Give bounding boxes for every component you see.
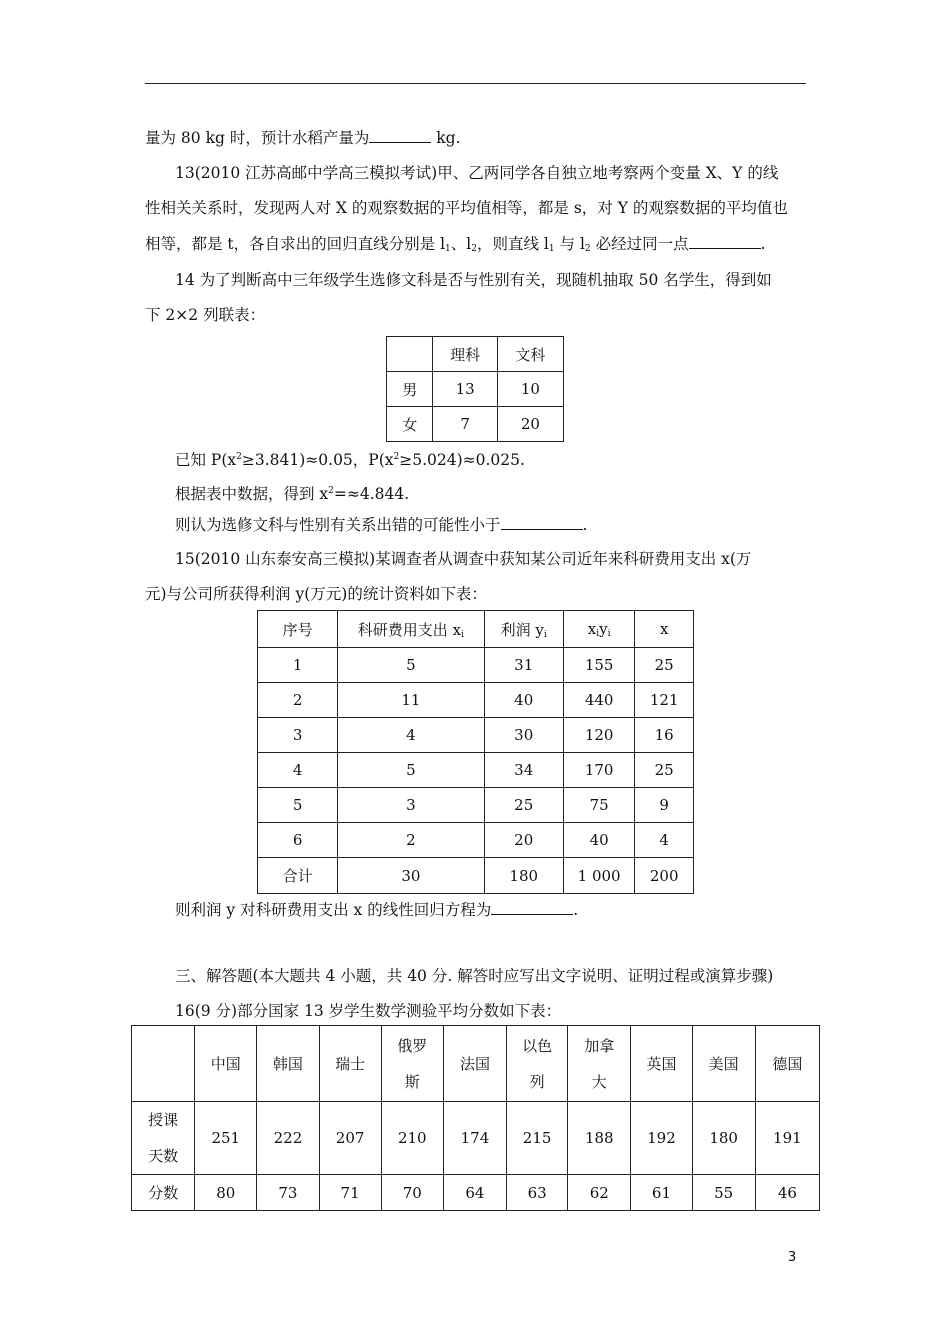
- table-row: 4 5 34 170 25: [258, 753, 694, 788]
- table-row: 1 5 31 155 25: [258, 648, 694, 683]
- table-cell: 女: [387, 407, 433, 442]
- q14-computed: 根据表中数据，得到 $x^2=\approx 4.844$.: [175, 485, 410, 503]
- table-row: [132, 1026, 820, 1102]
- table-row: 合计 30 180 1 000 200: [258, 858, 694, 894]
- table-header: x: [635, 611, 694, 648]
- q14-known: 已知 $P(x^2\ge 3.841)\approx 0.05$，$P(x^2\ge 5.024)\approx 0.025$.: [175, 451, 525, 469]
- table-header: 科研费用支出 $x_i$: [338, 611, 484, 648]
- answer-blank: [501, 515, 583, 530]
- regression-table: [257, 610, 694, 894]
- table-header: 法国: [443, 1026, 506, 1102]
- table-header: 韩国: [257, 1026, 319, 1102]
- q13-line2: 性相关关系时，发现两人对 X 的观察数据的平均值相等，都是 s，对 Y 的观察数据的平均值也: [145, 199, 788, 217]
- table-header: 理科: [433, 337, 497, 372]
- q15-line1: 15(2010 山东泰安高三模拟)某调查者从调查中获知某公司近年来科研费用支出 x(万: [175, 550, 752, 568]
- table-row: 2 11 40 440 121: [258, 683, 694, 718]
- table-header: 德国: [755, 1026, 819, 1102]
- q16-intro: 16(9 分)部分国家 13 岁学生数学测验平均分数如下表：: [175, 1002, 562, 1020]
- q12-tail: [145, 128, 461, 148]
- q15-line2: 元)与公司所获得利润 y(万元)的统计资料如下表：: [145, 585, 487, 603]
- table-row: 3 4 30 120 16: [258, 718, 694, 753]
- row-label: 分数: [132, 1175, 195, 1211]
- table-cell: 7: [433, 407, 497, 442]
- table-row: 6 2 20 40 4: [258, 823, 694, 858]
- page-number: 3: [788, 1250, 797, 1265]
- table-header: 以色 列: [507, 1026, 568, 1102]
- answer-blank: [689, 234, 761, 249]
- table-header: 瑞士: [319, 1026, 381, 1102]
- table-corner: [132, 1026, 195, 1102]
- q14-line2: 下 2×2 列联表：: [145, 306, 266, 324]
- table-header: 利润 $y_i$: [484, 611, 563, 648]
- table-header: 文科: [497, 337, 563, 372]
- table-header: 美国: [692, 1026, 755, 1102]
- q13-line1: 13(2010 江苏高邮中学高三模拟考试)甲、乙两同学各自独立地考察两个变量 X、Y 的线: [175, 164, 779, 182]
- section-heading: 三、解答题(本大题共 4 小题，共 40 分. 解答时应写出文字说明、证明过程或演算步骤): [175, 967, 774, 985]
- header-rule: [145, 83, 806, 84]
- table-corner: [387, 337, 433, 372]
- q12-text: 量为 80 kg 时，预计水稻产量为: [145, 129, 370, 147]
- q15-question: 则利润 y 对科研费用支出 x 的线性回归方程为 .: [175, 901, 579, 919]
- q14-question: 则认为选修文科与性别有关系出错的可能性小于 .: [175, 516, 588, 534]
- table-header: 英国: [631, 1026, 692, 1102]
- table-header: 序号: [258, 611, 338, 648]
- table-row: 分数 80 73 71 70 64 63 62 61 55 46: [132, 1175, 820, 1211]
- answer-blank: [369, 128, 431, 143]
- q14-line1: 14 为了判断高中三年级学生选修文科是否与性别有关，现随机抽取 50 名学生，得到如: [175, 271, 772, 289]
- q13-line3: 相等，都是 t，各自求出的回归直线分别是 $l_1$、$l_2$，则直线 $l_1$ 与 $l_2$ 必经过同一点 .: [145, 235, 766, 254]
- table-cell: 20: [497, 407, 563, 442]
- row-label: 授课 天数: [132, 1102, 195, 1175]
- answer-blank: [491, 900, 573, 915]
- table-header: 中国: [195, 1026, 257, 1102]
- table-header: $x_iy_i$: [563, 611, 634, 648]
- table-header: 俄罗 斯: [381, 1026, 443, 1102]
- table-cell: 13: [433, 372, 497, 407]
- table-cell: 男: [387, 372, 433, 407]
- contingency-table: [386, 336, 564, 442]
- scores-table: [131, 1025, 820, 1211]
- table-header: 加拿 大: [568, 1026, 631, 1102]
- table-row: 5 3 25 75 9: [258, 788, 694, 823]
- table-row: 授课 天数 251 222 207 210 174 215 188 192 180 191: [132, 1102, 820, 1175]
- q12-unit: kg.: [431, 129, 461, 147]
- table-cell: 10: [497, 372, 563, 407]
